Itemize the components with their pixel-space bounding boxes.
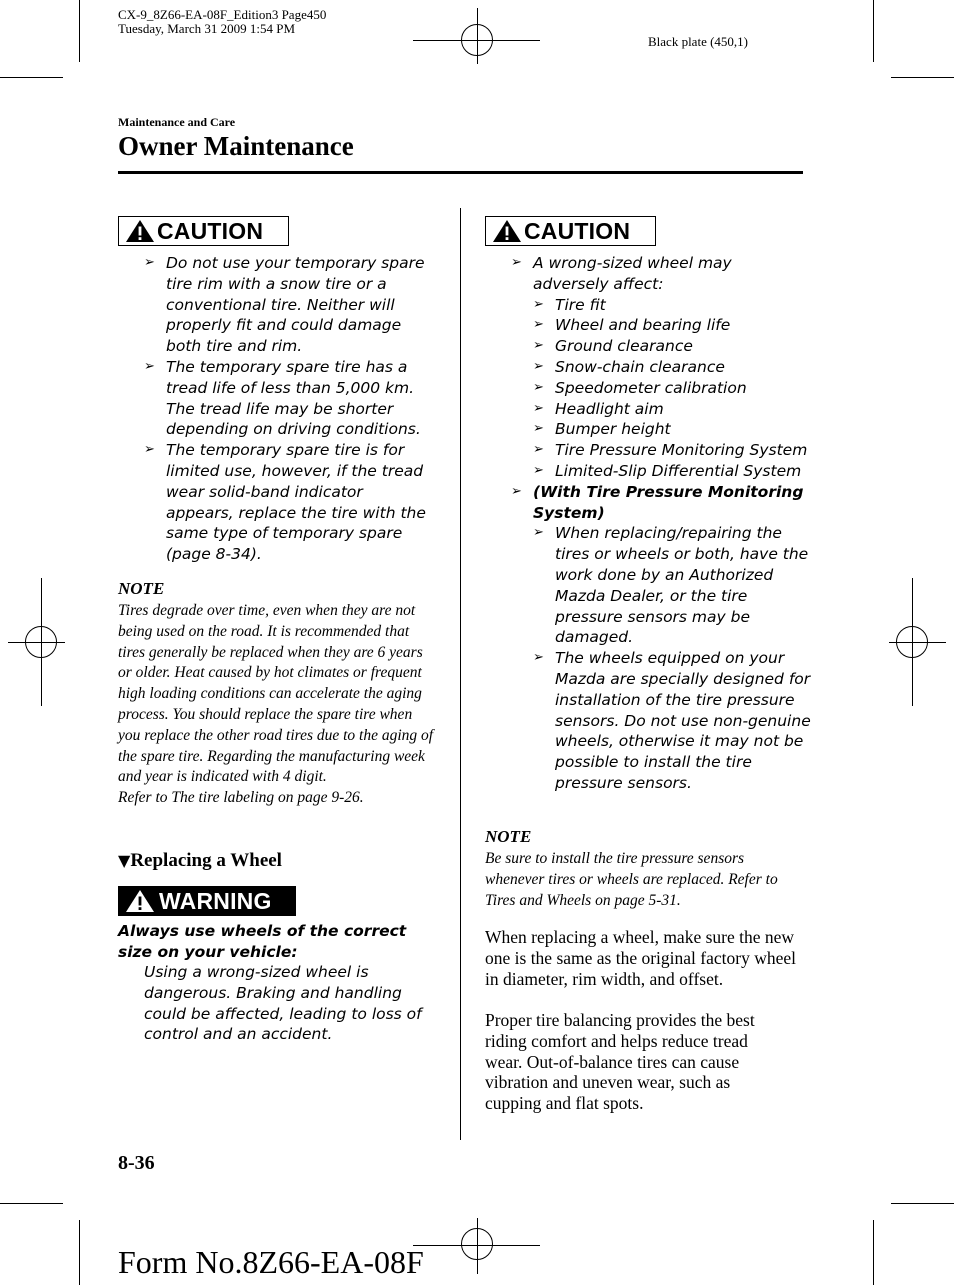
warning-label: WARNING xyxy=(159,887,272,914)
warning-lead: Always use wheels of the correct size on your vehicle: xyxy=(118,922,407,961)
note-text-left: Tires degrade over time, even when they are not being used on the road. It is recommended that tires generally be replaced when they are 6 years or older. Heat caused by hot climates or frequent high loading conditions can accelerate the aging process. You should replace the spare tire when you replace the other road tires due to the aging of the spare tire. Regarding the manufacturing week and year is indicated with 4 digit. Refer to The tire labeling on page 9-26. xyxy=(118,602,434,807)
arrow-bullet-icon: ➢ xyxy=(533,525,544,541)
column-divider xyxy=(460,208,461,1140)
arrow-bullet-icon: ➢ xyxy=(533,338,544,354)
warning-badge xyxy=(118,886,296,916)
arrow-bullet-icon: ➢ xyxy=(533,317,544,333)
list-item: ➢ Headlight aim xyxy=(533,399,664,418)
list-item: ➢ Limited-Slip Differential System xyxy=(533,461,802,480)
arrow-bullet-icon: ➢ xyxy=(533,400,544,416)
warning-triangle-icon xyxy=(492,219,522,243)
warning-triangle-icon xyxy=(125,219,155,243)
caution-list-right xyxy=(511,253,811,794)
list-item: ➢ Tire fit xyxy=(533,295,606,314)
paragraph-tire-balancing: Proper tire balancing provides the best riding comfort and helps reduce tread wear. Out-of-balance tires can cause vibration and uneven wear, such as cupping and flat spots. xyxy=(485,1010,755,1114)
arrow-bullet-icon: ➢ xyxy=(533,358,544,374)
list-item: ➢ Speedometer calibration xyxy=(533,378,747,397)
arrow-bullet-icon: ➢ xyxy=(144,442,155,458)
list-item: ➢ Tire Pressure Monitoring System xyxy=(533,441,808,460)
caution-label: CAUTION xyxy=(524,217,631,244)
arrow-bullet-icon: ➢ xyxy=(533,421,544,437)
arrow-bullet-icon: ➢ xyxy=(511,483,522,499)
arrow-bullet-icon: ➢ xyxy=(533,462,544,478)
down-triangle-icon: ▼ xyxy=(118,851,131,870)
list-item: ➢ Do not use your temporary spare tire rim with a snow tire or a conventional tire. Neither will properly fit and could damage both tire and rim. xyxy=(144,254,425,356)
title-rule xyxy=(118,171,803,174)
list-item: ➢ Bumper height xyxy=(533,420,671,439)
list-item: ➢ The temporary spare tire has a tread life of less than 5,000 km. The tread life may be shorter depending on driving conditions. xyxy=(144,357,421,439)
list-item: ➢ (With Tire Pressure Monitoring System) ➢ When replacing/repairing the tires or wheels or both, have the work done by an Authorized Mazda Dealer, or the tire pressure sensors may be damaged. ➢ The wheels equipped on your Mazda are specially designed for installation of the tire pressure sensors. Do not use non-genuine wheels, otherwise it may not be possible to install the tire pressure sensors. xyxy=(511,482,811,792)
arrow-bullet-icon: ➢ xyxy=(533,442,544,458)
warning-text: Using a wrong-sized wheel is dangerous. Braking and handling could be affected, leading to loss of control and an accident. xyxy=(144,963,422,1044)
caution-badge-right xyxy=(485,216,656,246)
print-header-line1: CX-9_8Z66-EA-08F_Edition3 Page450 xyxy=(118,7,327,22)
note-heading-left: NOTE xyxy=(118,579,165,598)
paragraph-wheel-size: When replacing a wheel, make sure the new one is the same as the original factory wheel in diameter, rim width, and offset. xyxy=(485,927,797,989)
list-item: ➢ When replacing/repairing the tires or wheels or both, have the work done by an Authorized Mazda Dealer, or the tire pressure sensors may be damaged. xyxy=(533,524,809,647)
arrow-bullet-icon: ➢ xyxy=(511,255,522,270)
caution-list-left xyxy=(144,253,434,565)
note-heading-right: NOTE xyxy=(485,827,532,846)
note-text-right: Be sure to install the tire pressure sensors whenever tires or wheels are replaced. Refer to Tires and Wheels on page 5-31. xyxy=(485,850,778,909)
arrow-bullet-icon: ➢ xyxy=(144,358,155,374)
form-number: Form No.8Z66-EA-08F xyxy=(118,1244,424,1280)
page-number: 8-36 xyxy=(118,1152,155,1174)
caution-badge-left xyxy=(118,216,289,246)
list-item: ➢ Snow-chain clearance xyxy=(533,357,725,376)
subheading-replacing-wheel: ▼Replacing a Wheel xyxy=(118,850,282,871)
list-item: ➢ Wheel and bearing life xyxy=(533,316,731,335)
page-title: Owner Maintenance xyxy=(118,131,354,161)
arrow-bullet-icon: ➢ xyxy=(144,255,155,270)
list-item: ➢ Ground clearance xyxy=(533,337,693,356)
print-header-line2: Tuesday, March 31 2009 1:54 PM xyxy=(118,21,296,36)
print-header-plate: Black plate (450,1) xyxy=(648,34,748,49)
arrow-bullet-icon: ➢ xyxy=(533,650,544,666)
arrow-bullet-icon: ➢ xyxy=(533,296,544,312)
list-item: ➢ A wrong-sized wheel may adversely affect: ➢ Tire fit ➢ Wheel and bearing life ➢ Ground clearance ➢ Snow-chain clearance ➢ Speedometer calibration ➢ Headlight aim ➢ Bumper height ➢ Tire Pressure Monitoring System ➢ Limited-Slip Differential System xyxy=(511,253,811,482)
warning-triangle-icon xyxy=(125,889,155,913)
section-label: Maintenance and Care xyxy=(118,115,236,129)
arrow-bullet-icon: ➢ xyxy=(533,379,544,395)
list-item: ➢ The temporary spare tire is for limited use, however, if the tread wear solid-band indicator appears, replace the tire with the same type of temporary spare (page 8-34). xyxy=(144,441,426,564)
list-item: ➢ The wheels equipped on your Mazda are specially designed for installation of the tire pressure sensors. Do not use non-genuine wheels, otherwise it may not be possible to install the tire pressure sensors. xyxy=(533,649,811,792)
caution-label: CAUTION xyxy=(157,217,264,244)
